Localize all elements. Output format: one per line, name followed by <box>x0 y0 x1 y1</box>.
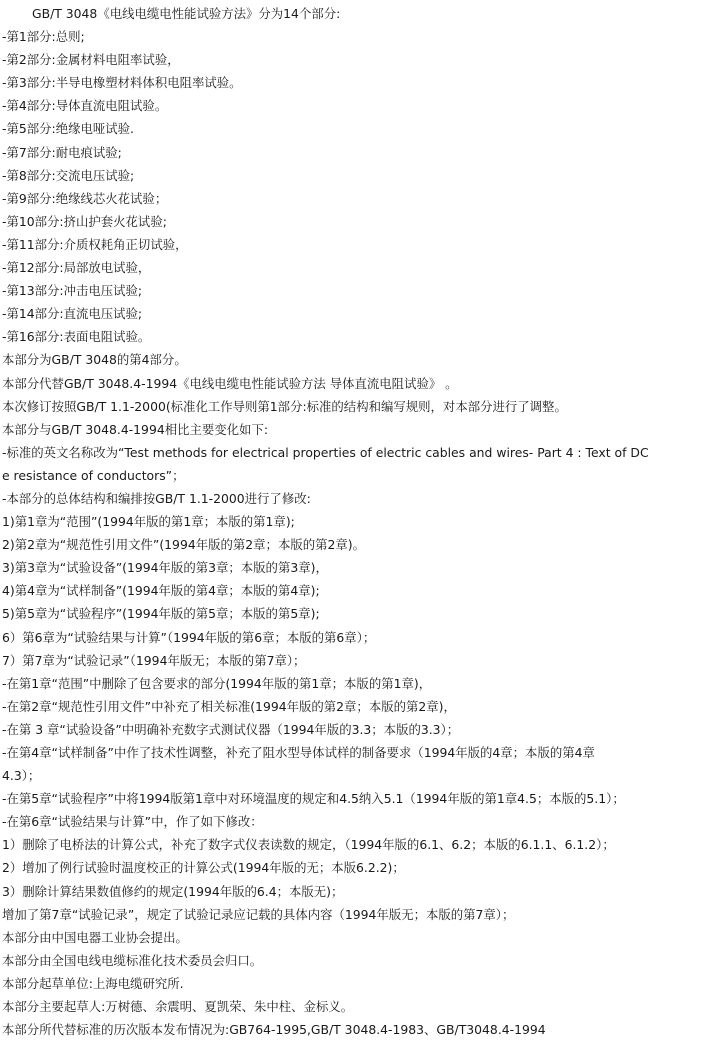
text-line: 本部分所代替标准的历次版本发布情况为:GB764-1995,GB/T 3048.4-1983、GB/T3048.4-1994 <box>2 1022 546 1038</box>
text-line: -在第6章“试验结果与计算”中，作了如下修改： <box>2 814 263 830</box>
text-line: 本部分由中国电器工业协会提出。 <box>2 929 188 945</box>
text-line: -第16部分:表面电阻试验。 <box>2 329 151 345</box>
text-line: 6）第6章为“试验结果与计算”（1994年版的第6章；本版的第6章）； <box>2 629 376 645</box>
text-line: 7）第7章为“试验记录”（1994年版无；本版的第7章）； <box>2 652 306 668</box>
text-line: -第13部分:冲击电压试验; <box>2 283 143 299</box>
text-line: 2）增加了例行试验时温度校正的计算公式(1994年版的无；本版6.2.2)； <box>2 860 405 876</box>
document-heading-line: GB/T 3048《电线电缆电性能试验方法》分为14个部分: <box>32 6 341 21</box>
text-line: -第12部分:局部放电试验， <box>2 260 151 276</box>
text-line: 本部分由全国电线电缆标准化技术委员会归口。 <box>2 952 263 968</box>
text-line: 3）删除计算结果数值修约的规定(1994年版的6.4；本版无)； <box>2 883 344 899</box>
text-line: 2)第2章为“规范性引用文件”(1994年版的第2章；本版的第2章)。 <box>2 537 366 553</box>
text-line: 1)第1章为“范围”(1994年版的第1章；本版的第1章); <box>2 514 295 530</box>
text-line: -本部分的总体结构和编排按GB/T 1.1-2000进行了修改: <box>2 490 311 506</box>
text-line: -第2部分:金属材料电阻率试验， <box>2 52 180 68</box>
text-line: 4)第4章为“试样制备”(1994年版的第4章；本版的第4章); <box>2 583 320 599</box>
text-line: 1）删除了电桥法的计算公式，补充了数字式仪表读数的规定，（1994年版的6.1、6.2；本版的6.1.1、6.1.2）； <box>2 837 615 853</box>
text-line: -第10部分:挤山护套火花试验; <box>2 213 167 229</box>
text-line: e resistance of conductors”； <box>2 467 185 483</box>
text-line: 本部分与GB/T 3048.4-1994相比主要变化如下: <box>2 421 269 437</box>
text-line: 本次修订按照GB/T 1.1-2000(标准化工作导则第1部分:标准的结构和编写规则，对本部分进行了调整。 <box>2 398 567 414</box>
text-line: -在第5章“试验程序”中将1994版第1章中对环境温度的规定和4.5纳入5.1（1994年版的第1章4.5；本版的5.1）； <box>2 791 625 807</box>
text-line: -第4部分:导体直流电阻试验。 <box>2 98 168 114</box>
text-line: -第11部分:介质权耗角正切试验， <box>2 236 188 252</box>
text-line: 本部分起草单位:上海电缆研究所. <box>2 975 184 991</box>
text-line: 本部分主要起草人:万树德、余震明、夏凯荣、朱中柱、金标义。 <box>2 999 354 1015</box>
text-line: -第9部分:绝缘线芯火花试验； <box>2 190 168 206</box>
text-line: 增加了第7章“试验记录”，规定了试验记录应记载的具体内容（1994年版无；本版的第7章）； <box>2 906 515 922</box>
text-line: -第1部分:总则; <box>2 29 85 45</box>
text-line: 本部分代替GB/T 3048.4-1994《电线电缆电性能试验方法 导体直流电阻试验》 。 <box>2 375 458 391</box>
text-line: -第8部分:交流电压试验; <box>2 167 135 183</box>
text-line: 4.3）； <box>2 768 41 784</box>
text-line: -在第 3 章“试验设备”中明确补充数字式测试仪器（1994年版的3.3；本版的3.3）； <box>2 721 460 737</box>
text-line: -在第4章“试样制备”中作了技术性调整，补充了阻水型导体试样的制备要求（1994年版的4章；本版的第4章 <box>2 745 595 760</box>
text-line: -第14部分:直流电压试验; <box>2 306 143 322</box>
text-line: 3)第3章为“试验设备”(1994年版的第3章；本版的第3章)， <box>2 560 328 576</box>
text-line: 5)第5章为“试验程序”(1994年版的第5章；本版的第5章); <box>2 606 320 622</box>
text-line: -第5部分:绝缘电哑试验. <box>2 121 134 137</box>
text-line: -在第1章“范围”中删除了包含要求的部分(1994年版的第1章；本版的第1章)， <box>2 675 432 691</box>
text-line: -第3部分:半导电橡塑材料体积电阻率试验。 <box>2 75 242 91</box>
text-line: 本部分为GB/T 3048的第4部分。 <box>2 352 187 368</box>
text-line: -标准的英文名称改为“Test methods for electrical properties of electric cables and wires- Part 4 : Text of DC <box>2 444 649 460</box>
text-line: -在第2章“规范性引用文件”中补充了相关标准(1994年版的第2章；本版的第2章)， <box>2 698 456 714</box>
document-body <box>0 2 712 1041</box>
text-line: -第7部分:耐电痕试验; <box>2 144 122 160</box>
